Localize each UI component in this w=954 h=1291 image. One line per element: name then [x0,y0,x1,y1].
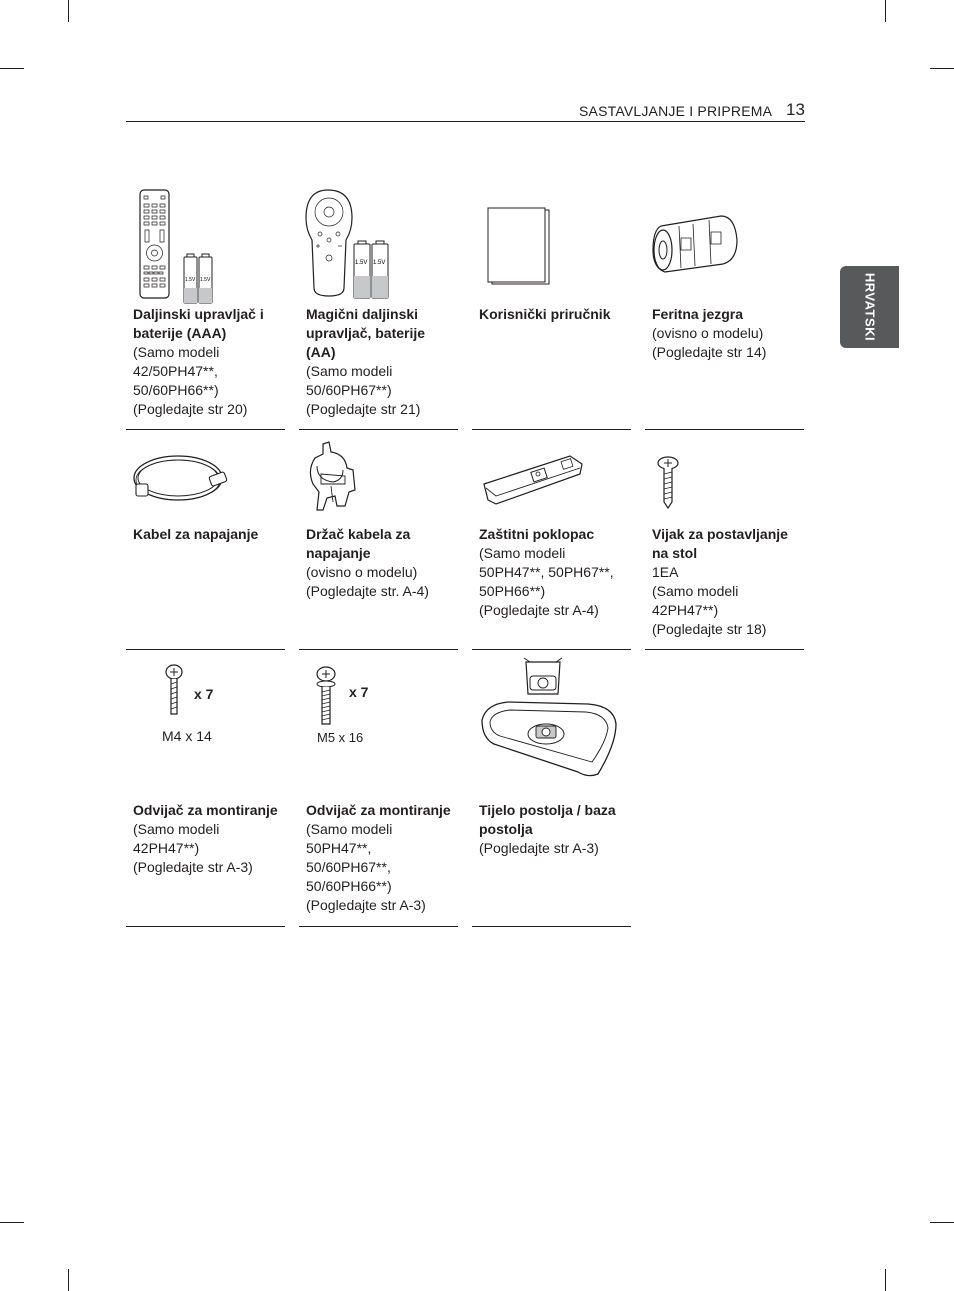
item-protective-cover [472,430,631,650]
item-detail: (Pogledajte str 18) [652,621,767,637]
crop-mark [68,0,69,22]
item-mount-screw-m4 [126,650,285,927]
item-detail: (Samo modeli [652,583,739,599]
cable-holder-icon [305,440,375,520]
item-title: Zaštitni poklopac [479,526,595,542]
battery-label: 1.5V [355,260,368,266]
crop-mark [885,1269,886,1291]
item-title: Odvijač za montiranje [306,802,451,818]
item-detail: 42/50PH47**, [133,363,218,379]
item-text [652,305,804,362]
item-power-cable [126,430,285,650]
crop-mark [0,68,24,69]
item-user-manual [472,180,631,430]
item-detail: 50PH47**, [306,840,372,856]
crop-mark [68,1269,69,1291]
quantity-label: x 7 [349,684,369,700]
item-title: Kabel za napajanje [133,526,259,542]
item-text [652,525,804,639]
size-label: M4 x 14 [162,728,212,744]
item-divider [126,926,285,927]
manual-icon [486,206,556,286]
item-detail: (Samo modeli [479,545,566,561]
item-table-screw [645,430,804,650]
stand-icon [478,654,628,784]
quantity-label: x 7 [194,686,214,702]
crop-mark [930,1222,954,1223]
item-divider [299,926,458,927]
item-magic-remote [299,180,458,430]
item-title: Držač kabela za napajanje [306,526,411,561]
crop-mark [0,1222,24,1223]
remote-control-icon [138,188,238,308]
item-detail: (Pogledajte str A-3) [479,840,599,856]
item-title: Odvijač za montiranje [133,802,278,818]
ferrite-core-icon [651,212,751,282]
item-detail: 50/60PH66**) [133,382,219,398]
item-text [306,801,458,915]
item-detail: 50/60PH66**) [306,878,392,894]
item-detail: (Samo modeli [306,821,393,837]
item-mount-screw-m5 [299,650,458,927]
item-detail: 50/60PH67**) [306,382,392,398]
item-detail: 50/60PH67**, [306,859,391,875]
item-detail: (ovisno o modelu) [652,325,764,341]
item-detail: 50PH66**) [479,583,546,599]
item-detail: (Pogledajte str. A-4) [306,583,429,599]
battery-label: 1.5V [185,277,196,283]
item-ferrite-core [645,180,804,430]
item-title: Vijak za postavljanje na stol [652,526,788,561]
language-tab[interactable] [840,266,899,348]
table-screw-icon [651,454,691,534]
page-number: 13 [786,100,805,119]
item-divider [645,649,804,650]
item-detail: (Pogledajte str A-3) [306,897,426,913]
item-title: Korisnički priručnik [479,306,611,322]
protective-cover-icon [480,452,590,512]
language-tab-label: HRVATSKI [862,272,877,342]
item-text [133,801,285,877]
item-text [306,305,458,419]
size-label: M5 x 16 [317,730,364,745]
item-remote-control [126,180,285,430]
item-detail: (Pogledajte str A-4) [479,602,599,618]
item-title: Magični daljinski upravljač, baterije (AA) [306,306,426,360]
battery-label: 1.5V [200,277,211,283]
item-text [306,525,458,601]
item-detail: 42PH47**) [133,840,200,856]
item-detail: (Samo modeli [306,363,393,379]
item-title: Tijelo postolja / baza postolja [479,802,616,837]
item-detail: (Samo modeli [133,821,220,837]
item-detail: 42PH47**) [652,602,719,618]
item-stand [472,650,631,927]
item-text [133,525,285,544]
item-detail: (Pogledajte str 21) [306,401,421,417]
crop-mark [930,68,954,69]
item-detail: (ovisno o modelu) [306,564,418,580]
magic-remote-icon [302,188,402,308]
power-cable-icon [130,444,240,514]
item-title: Feritna jezgra [652,306,744,322]
crop-mark [885,0,886,22]
item-detail: (Pogledajte str A-3) [133,859,253,875]
item-text [479,801,631,858]
battery-label: 1.5V [373,260,386,266]
item-text [133,305,285,419]
item-detail: (Pogledajte str 20) [133,401,248,417]
screw-icon [164,662,194,732]
item-divider [472,926,631,927]
item-title: Daljinski upravljač i baterije (AAA) [133,306,264,341]
item-detail: (Samo modeli [133,344,220,360]
header-divider [126,121,805,122]
section-title: SASTAVLJANJE I PRIPREMA [579,103,773,119]
item-detail: 1EA [652,564,679,580]
item-detail: 50PH47**, 50PH67**, [479,564,614,580]
item-detail: (Pogledajte str 14) [652,344,767,360]
item-text [479,525,631,620]
item-cable-holder [299,430,458,650]
item-text [479,305,631,324]
